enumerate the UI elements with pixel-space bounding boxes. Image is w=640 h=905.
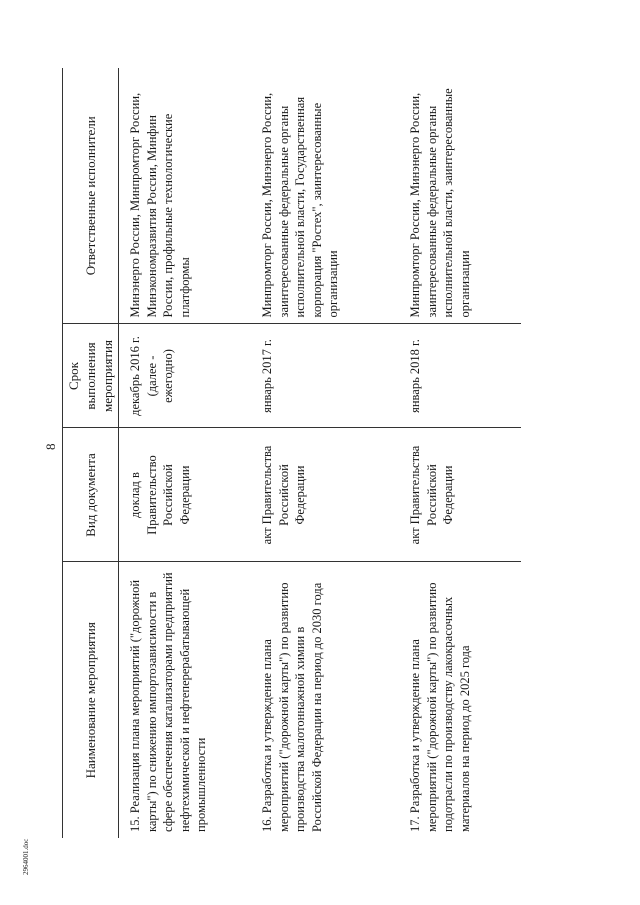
- document-type: доклад в Правительство Российской Федерации: [119, 428, 252, 562]
- measures-table: [62, 68, 521, 838]
- document-type: акт Правительства Российской Федерации: [399, 428, 521, 562]
- page-number: 8: [43, 443, 58, 450]
- rotated-table-container: [62, 68, 517, 838]
- document-code: 2964001.doc: [22, 838, 30, 875]
- responsible: Минпромторг России, Минэнерго России, заинтересованные федеральные органы исполнительной власти, Государственная корпорация "Ростех", заинтересованные организации: [251, 68, 399, 324]
- table-row: [119, 68, 252, 838]
- table-row: [399, 68, 521, 838]
- header-document-type: Вид документа: [63, 428, 119, 562]
- responsible: Минпромторг России, Минэнерго России, заинтересованные федеральные органы исполнительной власти, заинтересованные организации: [399, 68, 521, 324]
- header-measure-name: Наименование мероприятия: [63, 562, 119, 838]
- measure-name: 15. Реализация плана мероприятий ("дорожной карты") по снижению импортозависимости в сфере обеспечения катализаторами предприятий нефтехимической и нефтеперерабатывающей промышленности: [128, 572, 209, 832]
- measure-name: 16. Разработка и утверждение плана мероприятий ("дорожной карты") по развитию производства малотоннажной химии в Российской Федерации на период до 2030 года: [260, 582, 324, 832]
- deadline: декабрь 2016 г. (далее - ежегодно): [119, 324, 252, 428]
- deadline: январь 2017 г.: [251, 324, 399, 428]
- responsible: Минэнерго России, Минпромторг России, Минэкономразвития России, Минфин России, профильные технологические платформы: [119, 68, 252, 324]
- table-header-row: [63, 68, 119, 838]
- document-type: акт Правительства Российской Федерации: [251, 428, 399, 562]
- deadline: январь 2018 г.: [399, 324, 521, 428]
- table-row: [251, 68, 399, 838]
- header-responsible: Ответственные исполнители: [63, 68, 119, 324]
- measure-name: 17. Разработка и утверждение плана мероприятий ("дорожной карты") по развитию подотрасли по производству лакокрасочных материалов на период до 2025 года: [408, 582, 472, 832]
- header-deadline: Срок выполнения мероприятия: [63, 324, 119, 428]
